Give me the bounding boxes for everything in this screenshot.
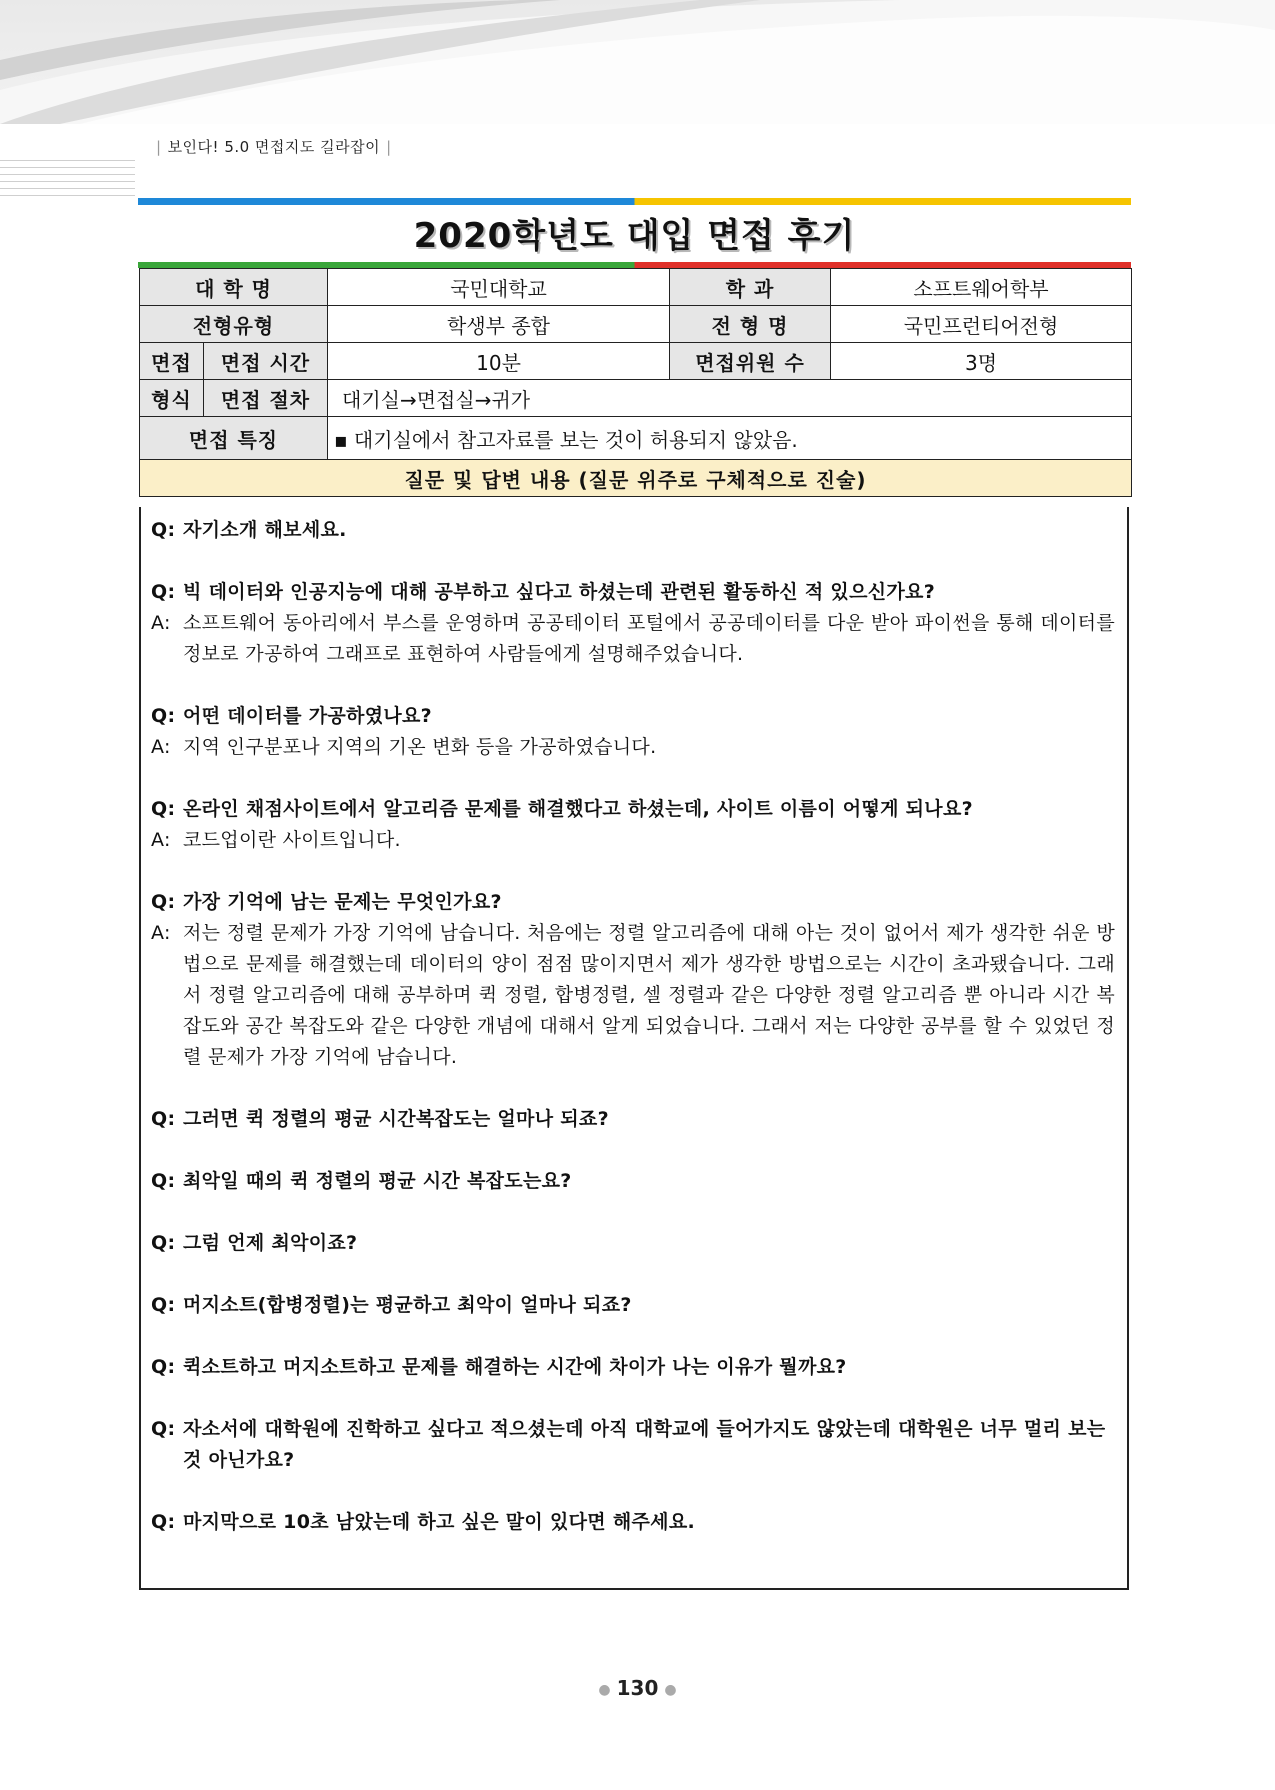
question-prefix: Q: <box>151 1294 176 1316</box>
question <box>151 1352 1115 1383</box>
format-label-2: 형식 <box>140 380 204 417</box>
question-text: 온라인 채점사이트에서 알고리즘 문제를 해결했다고 하셨는데, 사이트 이름이 어떻게 되나요? <box>183 798 973 820</box>
question-prefix: Q: <box>151 891 176 913</box>
track-value: 국민프런티어전형 <box>831 306 1132 343</box>
question-text: 마지막으로 10초 남았는데 하고 싶은 말이 있다면 해주세요. <box>183 1511 696 1533</box>
answer-text: 소프트웨어 동아리에서 부스를 운영하며 공공테이터 포털에서 공공데이터를 다운 받아 파이썬을 통해 데이터를 정보로 가공하여 그래프로 표현하여 사람들에게 설명해주었습니다. <box>183 612 1115 665</box>
type-label: 전형유형 <box>140 306 328 343</box>
question-prefix: Q: <box>151 1511 176 1533</box>
info-row-feature <box>140 417 1132 460</box>
qa-header-row <box>140 460 1132 497</box>
question-prefix: Q: <box>151 581 176 603</box>
answer <box>151 918 1115 1073</box>
question-text: 최악일 때의 퀵 정렬의 평균 시간 복잡도는요? <box>183 1170 572 1192</box>
question-text: 그러면 퀵 정렬의 평균 시간복잡도는 얼마나 되죠? <box>183 1108 609 1130</box>
question-text: 어떤 데이터를 가공하였나요? <box>183 705 432 727</box>
question-text: 자소서에 대학원에 진학하고 싶다고 적으셨는데 아직 대학교에 들어가지도 않았는데 대학원은 너무 멀리 보는 것 아닌가요? <box>183 1418 1106 1471</box>
university-value: 국민대학교 <box>328 269 670 306</box>
info-row-procedure <box>140 380 1132 417</box>
question-text: 빅 데이터와 인공지능에 대해 공부하고 싶다고 하셨는데 관련된 활동하신 적 있으신가요? <box>183 581 936 603</box>
qa-item <box>151 1414 1115 1476</box>
page-dot-right: ● <box>664 1681 677 1698</box>
running-head: | 보인다! 5.0 면접지도 길라잡이 | <box>156 138 392 156</box>
qa-list <box>151 515 1115 1538</box>
qa-item <box>151 577 1115 670</box>
qa-item <box>151 1104 1115 1135</box>
qa-item <box>151 1228 1115 1259</box>
info-row-time <box>140 343 1132 380</box>
answer-text: 지역 인구분포나 지역의 기온 변화 등을 가공하였습니다. <box>183 736 657 758</box>
type-value: 학생부 종합 <box>328 306 670 343</box>
page-number-text: 130 <box>616 1676 659 1700</box>
info-row-type <box>140 306 1132 343</box>
document-title: 2020학년도 대입 면접 후기 <box>413 216 856 256</box>
time-label: 면접 시간 <box>204 343 328 380</box>
qa-item <box>151 1166 1115 1197</box>
dept-label: 학 과 <box>670 269 831 306</box>
question <box>151 794 1115 825</box>
question <box>151 1290 1115 1321</box>
university-label: 대 학 명 <box>140 269 328 306</box>
question-prefix: Q: <box>151 705 176 727</box>
procedure-value: 대기실→면접실→귀가 <box>328 380 1132 417</box>
dept-value: 소프트웨어학부 <box>831 269 1132 306</box>
qa-item <box>151 1352 1115 1383</box>
time-value: 10분 <box>328 343 670 380</box>
answer <box>151 732 1115 763</box>
title-top-color-bar <box>138 198 1131 205</box>
running-head-text: 보인다! 5.0 면접지도 길라잡이 <box>167 138 381 156</box>
page-dot-left: ● <box>598 1681 611 1698</box>
page-number <box>0 1676 1275 1700</box>
question-prefix: Q: <box>151 1108 176 1130</box>
answer <box>151 608 1115 670</box>
question-prefix: Q: <box>151 1232 176 1254</box>
decorative-stripes <box>0 160 135 202</box>
qa-item <box>151 1290 1115 1321</box>
panel-label: 면접위원 수 <box>670 343 831 380</box>
question <box>151 1104 1115 1135</box>
qa-item <box>151 701 1115 763</box>
question-prefix: Q: <box>151 1418 176 1440</box>
question <box>151 1414 1115 1476</box>
question-prefix: Q: <box>151 1356 176 1378</box>
question-prefix: Q: <box>151 1170 176 1192</box>
interview-info-table <box>139 268 1132 497</box>
qa-item <box>151 887 1115 1073</box>
question-text: 자기소개 해보세요. <box>183 519 347 541</box>
feature-label: 면접 특징 <box>140 417 328 460</box>
question-text: 퀵소트하고 머지소트하고 문제를 해결하는 시간에 차이가 나는 이유가 뭘까요? <box>183 1356 847 1378</box>
decorative-header-band <box>0 0 1275 124</box>
question-prefix: Q: <box>151 519 176 541</box>
answer-prefix: A: <box>151 922 171 944</box>
format-label-1: 면접 <box>140 343 204 380</box>
question <box>151 701 1115 732</box>
question <box>151 1507 1115 1538</box>
track-label: 전 형 명 <box>670 306 831 343</box>
answer-text: 코드업이란 사이트입니다. <box>183 829 401 851</box>
question-text: 머지소트(합병정렬)는 평균하고 최악이 얼마나 되죠? <box>183 1294 632 1316</box>
answer-prefix: A: <box>151 736 171 758</box>
question <box>151 577 1115 608</box>
answer-prefix: A: <box>151 612 171 634</box>
swoosh-graphic <box>0 0 1275 124</box>
question <box>151 1166 1115 1197</box>
question-prefix: Q: <box>151 798 176 820</box>
procedure-label: 면접 절차 <box>204 380 328 417</box>
question <box>151 1228 1115 1259</box>
info-row-university <box>140 269 1132 306</box>
qa-header: 질문 및 답변 내용 (질문 위주로 구체적으로 진술) <box>140 460 1132 497</box>
answer-text: 저는 정렬 문제가 가장 기억에 남습니다. 처음에는 정렬 알고리즘에 대해 아는 것이 없어서 제가 생각한 쉬운 방법으로 문제를 해결했는데 데이터의 양이 점점 많이지면서 제가 생각한 방법으로는 시간이 초과됐습니다. 그래서 정렬 알고리즘에 대해 공부하며 퀵 정렬, 합병정렬, 셀 정렬과 같은 다양한 정렬 알고리즘 뿐 아니라 시간 복잡도와 공간 복잡도와 같은 다양한 개념에 대해서 알게 되었습니다. 그래서 저는 다양한 공부를 할 수 있었던 정렬 문제가 가장 기억에 남습니다. <box>183 922 1115 1068</box>
qa-section <box>139 507 1129 1590</box>
question-text: 그럼 언제 최악이죠? <box>183 1232 358 1254</box>
question <box>151 887 1115 918</box>
answer-prefix: A: <box>151 829 171 851</box>
qa-item <box>151 1507 1115 1538</box>
qa-item <box>151 515 1115 546</box>
qa-item <box>151 794 1115 856</box>
question <box>151 515 1115 546</box>
answer <box>151 825 1115 856</box>
panel-value: 3명 <box>831 343 1132 380</box>
question-text: 가장 기억에 남는 문제는 무엇인가요? <box>183 891 502 913</box>
feature-value: ▪ 대기실에서 참고자료를 보는 것이 허용되지 않았음. <box>328 417 1132 460</box>
